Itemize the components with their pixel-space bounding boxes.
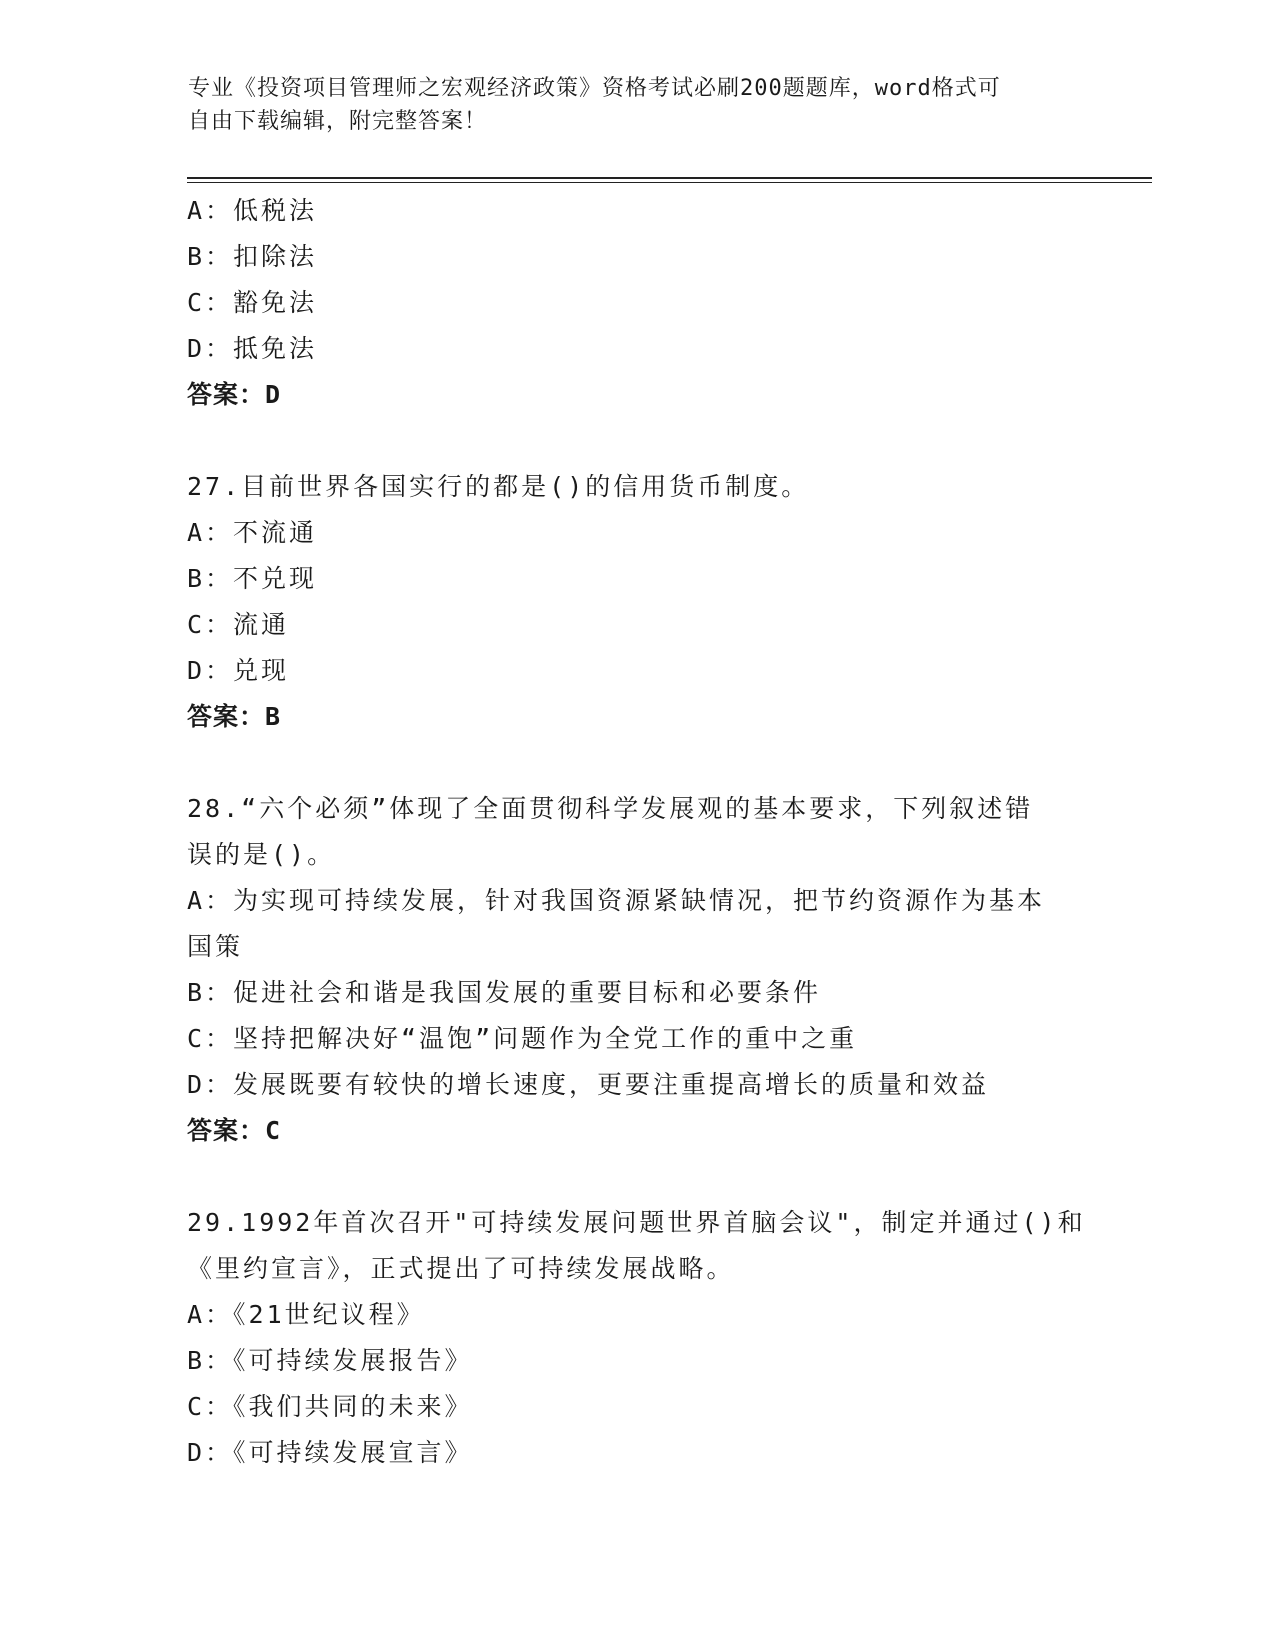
option-a-line-2: 国策: [187, 932, 244, 961]
option-c: C：流通: [187, 610, 290, 639]
option-a-line-1: A：为实现可持续发展，针对我国资源紧缺情况，把节约资源作为基本: [187, 886, 1046, 915]
answer-line: 答案：B: [187, 702, 282, 731]
option-c: C：坚持把解决好“温饱”问题作为全党工作的重中之重: [187, 1024, 858, 1053]
spacer: [187, 1154, 1087, 1200]
answer-line: 答案：D: [187, 380, 282, 409]
question-26-block: [187, 188, 1087, 418]
option-b: B：扣除法: [187, 242, 318, 271]
option-b: B：促进社会和谐是我国发展的重要目标和必要条件: [187, 978, 822, 1007]
option-c: C：豁免法: [187, 288, 318, 317]
option-d: D：发展既要有较快的增长速度，更要注重提高增长的质量和效益: [187, 1070, 990, 1099]
spacer: [187, 740, 1087, 786]
option-d: D：抵免法: [187, 334, 318, 363]
option-d: D：《可持续发展宣言》: [187, 1438, 473, 1467]
question-28-block: [187, 786, 1087, 1154]
option-d: D：兑现: [187, 656, 290, 685]
header-line-2: 自由下载编辑，附完整答案！: [188, 109, 488, 134]
option-a: A：《21世纪议程》: [187, 1300, 425, 1329]
option-b: B：《可持续发展报告》: [187, 1346, 473, 1375]
question-list: [187, 188, 1087, 1476]
header-line-1: 专业《投资项目管理师之宏观经济政策》资格考试必刷200题题库，word格式可: [188, 76, 1001, 101]
question-text: 27.目前世界各国实行的都是()的信用货币制度。: [187, 472, 810, 501]
question-text-line-1: 28.“六个必须”体现了全面贯彻科学发展观的基本要求，下列叙述错: [187, 794, 1034, 823]
header-divider: [187, 177, 1152, 183]
question-text-line-1: 29.1992年首次召开"可持续发展问题世界首脑会议"，制定并通过()和: [187, 1208, 1086, 1237]
option-b: B：不兑现: [187, 564, 318, 593]
question-29-block: [187, 1200, 1087, 1476]
spacer: [187, 418, 1087, 464]
option-c: C：《我们共同的未来》: [187, 1392, 473, 1421]
question-text-line-2: 《里约宣言》，正式提出了可持续发展战略。: [187, 1254, 735, 1283]
question-text-line-2: 误的是()。: [187, 840, 336, 869]
option-a: A：低税法: [187, 196, 318, 225]
question-27-block: [187, 464, 1087, 740]
document-header: [188, 72, 1088, 138]
answer-line: 答案：C: [187, 1116, 282, 1145]
option-a: A：不流通: [187, 518, 318, 547]
